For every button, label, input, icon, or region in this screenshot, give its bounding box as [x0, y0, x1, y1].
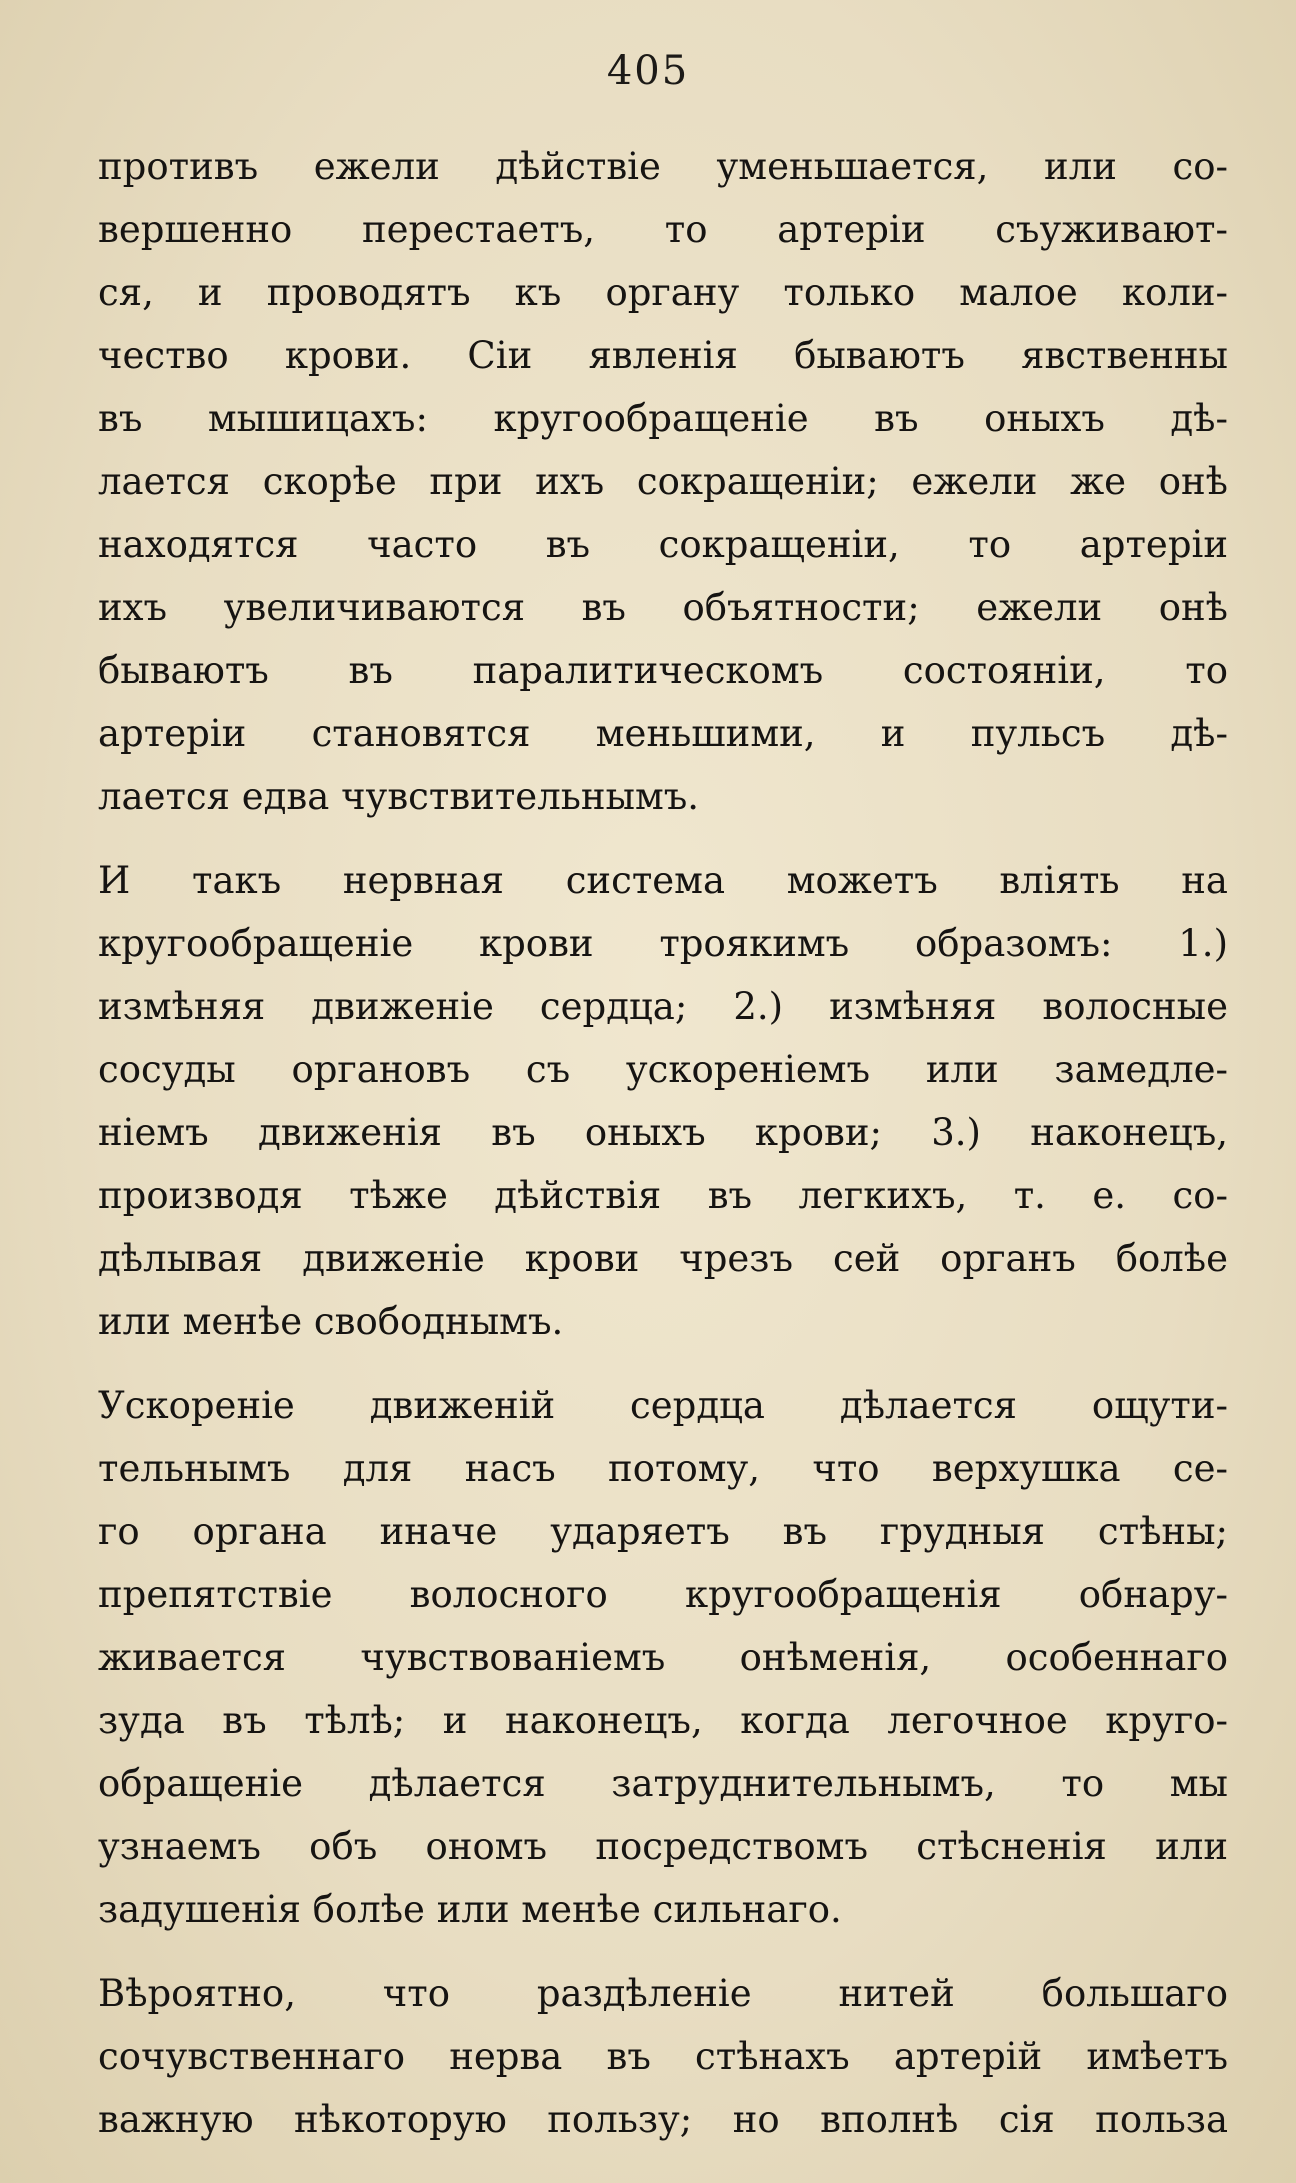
text-line: Ускореніе движеній сердца дѣлается ощути- [98, 1384, 1228, 1427]
text-line: противъ ежели дѣйствіе уменьшается, или со- [98, 145, 1228, 188]
text-line: обращеніе дѣлается затруднительнымъ, то мы [98, 1762, 1228, 1805]
text-line: ихъ увеличиваются въ объятности; ежели онѣ [98, 586, 1228, 629]
text-line: зуда въ тѣлѣ; и наконецъ, когда легочное круго- [98, 1699, 1228, 1742]
text-line: кругообращеніе крови троякимъ образомъ: 1.) [98, 922, 1228, 965]
text-line: ніемъ движенія въ оныхъ крови; 3.) наконецъ, [98, 1111, 1228, 1154]
text-line: находятся часто въ сокращеніи, то артеріи [98, 523, 1228, 566]
text-line: чество крови. Сіи явленія бываютъ явственны [98, 334, 1228, 377]
text-line: артеріи становятся меньшими, и пульсъ дѣ- [98, 712, 1228, 755]
text-line: сочувственнаго нерва въ стѣнахъ артерій имѣетъ [98, 2035, 1228, 2078]
page-number: 405 [606, 48, 690, 94]
text-line: узнаемъ объ ономъ посредствомъ стѣсненія или [98, 1825, 1228, 1868]
text-line: измѣняя движеніе сердца; 2.) измѣняя волосные [98, 985, 1228, 1028]
body-text [98, 135, 1228, 2151]
paragraph-gap [98, 1941, 1228, 1962]
text-line: въ мышицахъ: кругообращеніе въ оныхъ дѣ- [98, 397, 1228, 440]
text-line: лается едва чувствительнымъ. [98, 775, 700, 818]
text-line: лается скорѣе при ихъ сокращеніи; ежели же онѣ [98, 460, 1228, 503]
text-line: бываютъ въ паралитическомъ состояніи, то [98, 649, 1228, 692]
text-line: ся, и проводятъ къ органу только малое коли- [98, 271, 1228, 314]
text-line: задушенія болѣе или менѣе сильнаго. [98, 1888, 842, 1931]
paragraph-gap [98, 828, 1228, 849]
text-line: производя тѣже дѣйствія въ легкихъ, т. е. со- [98, 1174, 1228, 1217]
text-line: дѣлывая движеніе крови чрезъ сей органъ болѣе [98, 1237, 1228, 1280]
text-line: живается чувствованіемъ онѣменія, особеннаго [98, 1636, 1228, 1679]
text-line: сосуды органовъ съ ускореніемъ или замедле- [98, 1048, 1228, 1091]
text-line: вершенно перестаетъ, то артеріи съуживают- [98, 208, 1228, 251]
text-line: го органа иначе ударяетъ въ грудныя стѣны; [98, 1510, 1228, 1553]
text-line: тельнымъ для насъ потому, что верхушка се- [98, 1447, 1228, 1490]
text-line: важную нѣкоторую пользу; но вполнѣ сія польза [98, 2098, 1228, 2141]
text-line: Вѣроятно, что раздѣленіе нитей большаго [98, 1972, 1228, 2015]
paragraph-gap [98, 1353, 1228, 1374]
text-line: препятствіе волосного кругообращенія обнару- [98, 1573, 1228, 1616]
text-line: или менѣе свободнымъ. [98, 1300, 564, 1343]
text-line: И такъ нервная система можетъ вліять на [98, 859, 1228, 902]
